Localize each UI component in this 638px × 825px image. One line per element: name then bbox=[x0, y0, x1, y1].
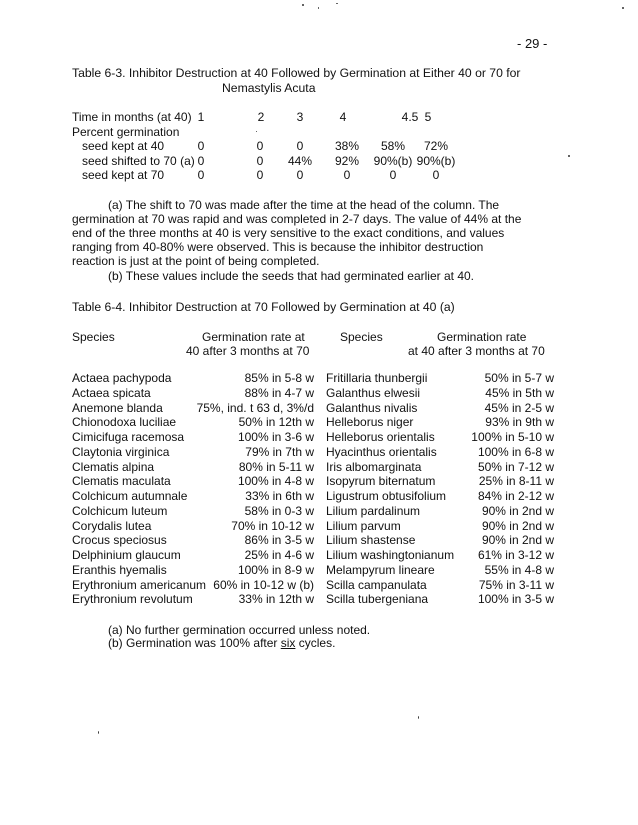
time-col-6: 5 bbox=[424, 110, 432, 124]
species-left: Actaea spicata bbox=[72, 385, 151, 400]
page-number: - 29 - bbox=[517, 36, 548, 51]
germination-rate-right: 84% in 2-12 w bbox=[477, 489, 554, 503]
note-line: (a) The shift to 70 was made after the time at the head of the column. The bbox=[108, 198, 500, 212]
row-value: 0 bbox=[197, 153, 205, 168]
table-6-3-caption: Table 6-3. Inhibitor Destruction at 40 Followed by Germination at Either 40 or 70 for bbox=[72, 66, 521, 80]
species-left: Chionodoxa luciliae bbox=[72, 415, 177, 430]
note-line: reaction is just at the point of being completed. bbox=[72, 254, 320, 268]
species-left: Crocus speciosus bbox=[72, 533, 167, 548]
row-value: 38% bbox=[334, 139, 360, 153]
germination-rate-right: 25% in 8-11 w bbox=[478, 474, 554, 489]
scan-speck bbox=[318, 7, 319, 9]
species-left: Delphinium glaucum bbox=[72, 548, 181, 562]
header-species-right: Species bbox=[340, 330, 383, 344]
species-right: Scilla tubergeniana bbox=[326, 592, 429, 607]
species-right: Galanthus nivalis bbox=[326, 400, 418, 415]
species-right: Galanthus elwesii bbox=[326, 385, 421, 400]
germination-rate-right: 61% in 3-12 w bbox=[477, 548, 554, 562]
species-right: Lilium parvum bbox=[326, 518, 401, 533]
species-right: Lilium washingtonianum bbox=[326, 548, 455, 562]
time-col-1: 1 bbox=[197, 110, 205, 124]
note-b-underlined-word: six bbox=[280, 636, 296, 650]
species-right: Ligustrum obtusifolium bbox=[326, 489, 447, 503]
row-label: seed kept at 40 bbox=[82, 139, 165, 153]
header-rate-right-line2: at 40 after 3 months at 70 bbox=[408, 344, 545, 358]
percent-germination-label: Percent germination bbox=[72, 125, 180, 139]
germination-rate-left: 70% in 10-12 w bbox=[231, 518, 314, 533]
germination-rate-left: 88% in 4-7 w bbox=[244, 385, 314, 400]
header-rate-right-line1: Germination rate bbox=[437, 330, 527, 344]
time-header-label: Time in months (at 40) bbox=[72, 110, 192, 124]
species-left: Anemone blanda bbox=[72, 400, 163, 415]
germination-rate-right: 50% in 7-12 w bbox=[477, 459, 554, 474]
row-value: 0 bbox=[256, 168, 264, 183]
species-right: Lilium pardalinum bbox=[326, 503, 421, 518]
germination-rate-right: 90% in 2nd w bbox=[481, 503, 554, 518]
species-right: Fritillaria thunbergii bbox=[326, 371, 428, 385]
species-left: Corydalis lutea bbox=[72, 518, 152, 533]
row-value: 0 bbox=[256, 139, 264, 153]
species-left: Eranthis hyemalis bbox=[72, 562, 167, 577]
species-right: Scilla campanulata bbox=[326, 577, 427, 592]
scan-speck bbox=[256, 131, 257, 132]
species-right: Melampyrum lineare bbox=[326, 562, 435, 577]
header-rate-left-line2: 40 after 3 months at 70 bbox=[186, 344, 310, 358]
scan-speck bbox=[336, 3, 338, 4]
species-left: Colchicum autumnale bbox=[72, 489, 188, 503]
time-col-3: 3 bbox=[296, 110, 304, 124]
note-line: ranging from 40-80% were observed. This is because the inhibitor destruction bbox=[72, 240, 484, 254]
species-left: Claytonia virginica bbox=[72, 444, 170, 459]
note-line: germination at 70 was rapid and was completed in 2-7 days. The value of 44% at the bbox=[72, 212, 522, 226]
table-6-4-note-a: (a) No further germination occurred unless noted. bbox=[108, 623, 371, 637]
time-col-4: 4 bbox=[339, 110, 347, 124]
row-value: 0 bbox=[296, 168, 304, 183]
row-value: 0 bbox=[197, 168, 205, 183]
species-left: Actaea pachypoda bbox=[72, 371, 172, 385]
species-left: Clematis alpina bbox=[72, 459, 155, 474]
scan-speck bbox=[98, 731, 99, 734]
row-value: 90%(b) bbox=[416, 153, 456, 168]
germination-rate-left: 85% in 5-8 w bbox=[244, 371, 314, 385]
scan-speck bbox=[302, 4, 304, 6]
row-value: 44% bbox=[287, 153, 313, 168]
scan-speck bbox=[622, 7, 624, 9]
germination-rate-left: 86% in 3-5 w bbox=[244, 533, 314, 548]
germination-rate-right: 75% in 3-11 w bbox=[478, 577, 554, 592]
row-value: 0 bbox=[389, 168, 397, 183]
species-right: Isopyrum biternatum bbox=[326, 474, 436, 489]
species-right: Hyacinthus orientalis bbox=[326, 444, 437, 459]
germination-rate-left: 75%, ind. t 63 d, 3%/d bbox=[196, 400, 314, 415]
species-right: Helleborus niger bbox=[326, 415, 414, 430]
germination-rate-right: 45% in 2-5 w bbox=[484, 400, 554, 415]
germination-rate-right: 100% in 5-10 w bbox=[471, 430, 554, 444]
header-rate-left-line1: Germination rate at bbox=[202, 330, 305, 344]
germination-rate-right: 100% in 3-5 w bbox=[477, 592, 554, 607]
germination-rate-left: 100% in 8-9 w bbox=[237, 562, 314, 577]
germination-rate-left: 79% in 7th w bbox=[245, 444, 314, 459]
note-b-text-end: cycles. bbox=[295, 636, 336, 650]
table-6-4-caption: Table 6-4. Inhibitor Destruction at 70 Followed by Germination at 40 (a) bbox=[72, 300, 455, 314]
germination-rate-right: 90% in 2nd w bbox=[481, 533, 554, 548]
row-label: seed shifted to 70 (a) bbox=[82, 153, 195, 168]
table-6-3-caption-species: Nemastylis Acuta bbox=[222, 81, 316, 95]
species-left: Clematis maculata bbox=[72, 474, 171, 489]
germination-rate-left: 33% in 6th w bbox=[245, 489, 314, 503]
species-right: Iris albomarginata bbox=[326, 459, 422, 474]
germination-rate-left: 60% in 10-12 w (b) bbox=[213, 577, 314, 592]
germination-rate-left: 50% in 12th w bbox=[238, 415, 314, 430]
species-left: Erythronium americanum bbox=[72, 577, 207, 592]
germination-rate-left: 80% in 5-11 w bbox=[238, 459, 314, 474]
germination-rate-right: 45% in 5th w bbox=[485, 385, 554, 400]
row-value: 0 bbox=[256, 153, 264, 168]
germination-rate-left: 100% in 4-8 w bbox=[237, 474, 314, 489]
time-col-5: 4.5 bbox=[401, 110, 419, 124]
scan-speck bbox=[568, 155, 570, 157]
germination-rate-left: 25% in 4-6 w bbox=[244, 548, 314, 562]
germination-rate-right: 100% in 6-8 w bbox=[477, 444, 554, 459]
scan-speck bbox=[418, 716, 419, 719]
row-value: 0 bbox=[343, 168, 351, 183]
species-right: Helleborus orientalis bbox=[326, 430, 435, 444]
germination-rate-right: 55% in 4-8 w bbox=[484, 562, 554, 577]
row-value: 0 bbox=[432, 168, 440, 183]
germination-rate-right: 90% in 2nd w bbox=[481, 518, 554, 533]
row-value: 58% bbox=[380, 139, 406, 153]
table-6-4-note-b bbox=[108, 637, 335, 649]
row-value: 90%(b) bbox=[373, 153, 413, 168]
germination-rate-right: 93% in 9th w bbox=[485, 415, 554, 430]
note-b-text-start: (b) Germination was 100% after bbox=[108, 636, 281, 650]
note-line: end of the three months at 40 is very sensitive to the exact conditions, and values bbox=[72, 226, 505, 240]
species-left: Colchicum luteum bbox=[72, 503, 168, 518]
germination-rate-right: 50% in 5-7 w bbox=[484, 371, 554, 385]
row-label: seed kept at 70 bbox=[82, 168, 165, 183]
row-value: 72% bbox=[423, 139, 449, 153]
germination-rate-left: 58% in 0-3 w bbox=[244, 503, 314, 518]
note-line: (b) These values include the seeds that had germinated earlier at 40. bbox=[108, 269, 474, 283]
header-species-left: Species bbox=[72, 330, 115, 344]
time-col-2: 2 bbox=[257, 110, 265, 124]
germination-rate-left: 100% in 3-6 w bbox=[237, 430, 314, 444]
germination-rate-left: 33% in 12th w bbox=[238, 592, 314, 607]
row-value: 0 bbox=[296, 139, 304, 153]
species-left: Cimicifuga racemosa bbox=[72, 430, 185, 444]
species-right: Lilium shastense bbox=[326, 533, 416, 548]
row-value: 92% bbox=[334, 153, 360, 168]
row-value: 0 bbox=[197, 139, 205, 153]
species-left: Erythronium revolutum bbox=[72, 592, 193, 607]
